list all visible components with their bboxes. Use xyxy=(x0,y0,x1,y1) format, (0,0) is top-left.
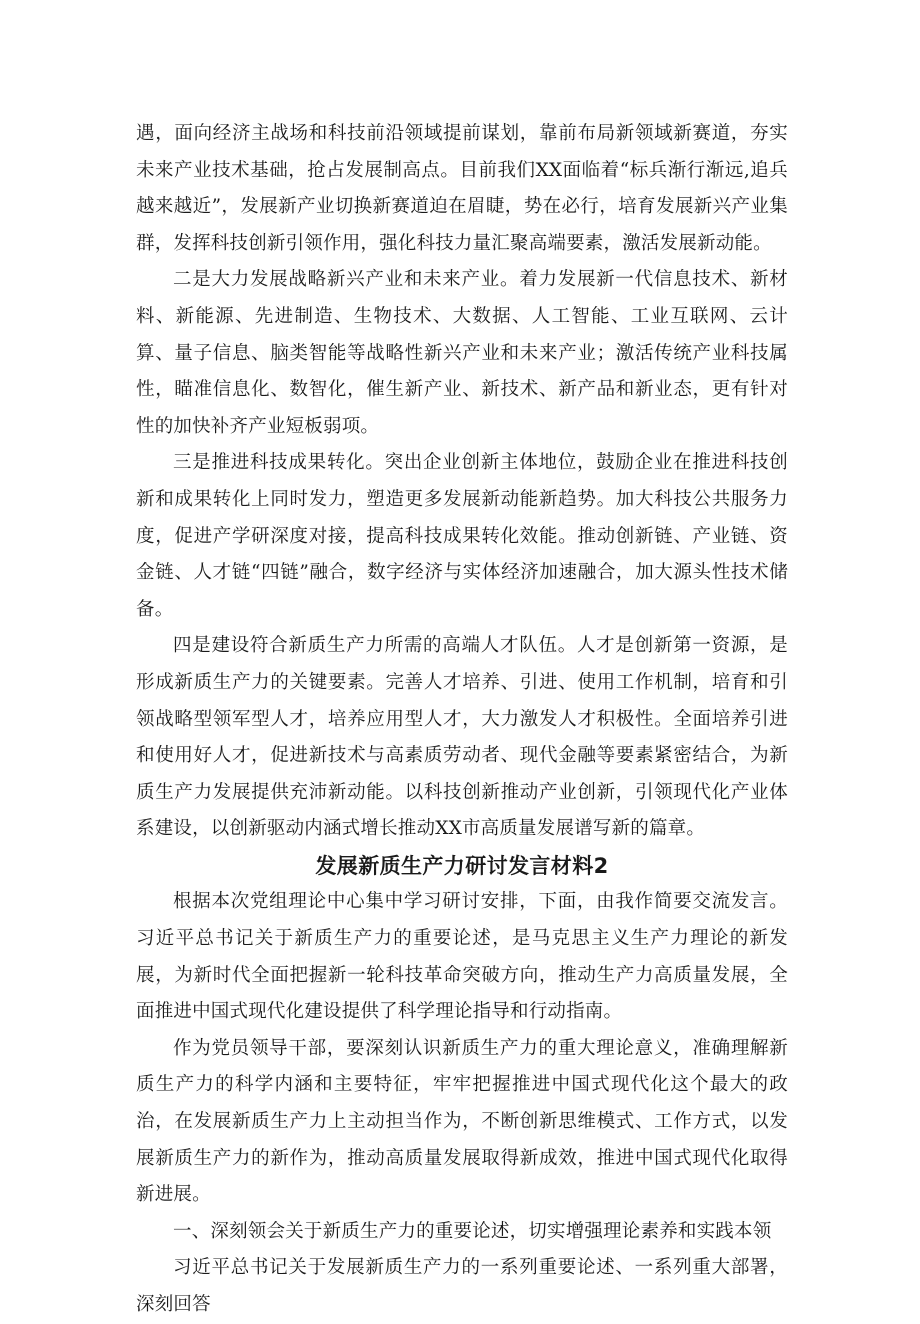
document-page xyxy=(136,116,788,1324)
paragraph-point-two: 二是大力发展战略新兴产业和未来产业。着力发展新一代信息技术、新材料、新能源、先进制造、生物技术、大数据、人工智能、工业互联网、云计算、量子信息、脑类智能等战略性新兴产业和未来产业；激活传统产业科技属性，瞄准信息化、数智化，催生新产业、新技术、新产品和新业态，更有针对性的加快补齐产业短板弱项。 xyxy=(136,269,788,437)
document-title: 发展新质生产力研讨发言材料2 xyxy=(315,853,609,878)
paragraph-section-one: 习近平总书记关于发展新质生产力的一系列重要论述、一系列重大部署，深刻回答 xyxy=(136,1257,788,1315)
section-heading-one: 一、深刻领会关于新质生产力的重要论述，切实增强理论素养和实践本领 xyxy=(173,1220,772,1242)
paragraph-point-four: 四是建设符合新质生产力所需的高端人才队伍。人才是创新第一资源，是形成新质生产力的关键要素。完善人才培养、引进、使用工作机制，培育和引领战略型领军型人才，培养应用型人才，大力激发人才积极性。全面培养引进和使用好人才，促进新技术与高素质劳动者、现代金融等要素紧密结合，为新质生产力发展提供充沛新动能。以科技创新推动产业创新，引领现代化产业体系建设，以创新驱动内涵式增长推动XX市高质量发展谱写新的篇章。 xyxy=(136,635,788,840)
paragraph-intro: 根据本次党组理论中心集中学习研讨安排，下面，由我作简要交流发言。习近平总书记关于新质生产力的重要论述，是马克思主义生产力理论的新发展，为新时代全面把握新一轮科技革命突破方向，推动生产力高质量发展，全面推进中国式现代化建设提供了科学理论指导和行动指南。 xyxy=(136,891,788,1023)
paragraph-point-three: 三是推进科技成果转化。突出企业创新主体地位，鼓励企业在推进科技创新和成果转化上同时发力，塑造更多发展新动能新趋势。加大科技公共服务力度，促进产学研深度对接，提高科技成果转化效能。推动创新链、产业链、资金链、人才链“四链”融合，数字经济与实体经济加速融合，加大源头性技术储备。 xyxy=(136,452,788,620)
paragraph-role: 作为党员领导干部，要深刻认识新质生产力的重大理论意义，准确理解新质生产力的科学内涵和主要特征，牢牢把握推进中国式现代化这个最大的政治，在发展新质生产力上主动担当作为，不断创新思维模式、工作方式，以发展新质生产力的新作为，推动高质量发展取得新成效，推进中国式现代化取得新进展。 xyxy=(136,1037,788,1206)
paragraph-continued: 遇，面向经济主战场和科技前沿领域提前谋划，靠前布局新领域新赛道，夯实未来产业技术基础，抢占发展制高点。目前我们XX面临着“标兵渐行渐远,追兵越来越近”，发展新产业切换新赛道迫在眉睫，势在必行，培育发展新兴产业集群，发挥科技创新引领作用，强化科技力量汇聚高端要素，激活发展新动能。 xyxy=(136,123,788,254)
